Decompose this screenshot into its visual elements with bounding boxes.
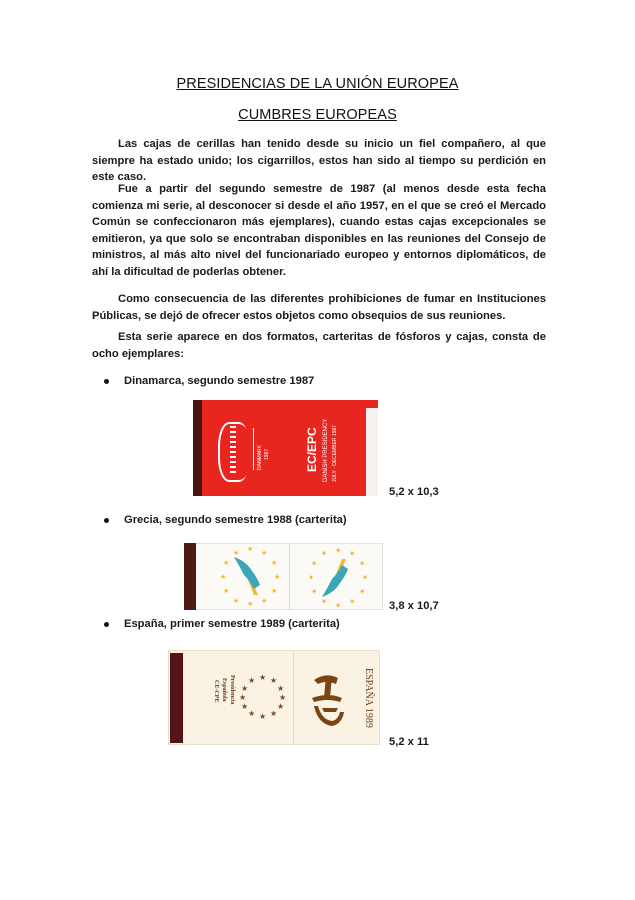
espanola-text: Española (221, 678, 227, 702)
matchbox-line-1: DANISH PRESIDENCY (323, 418, 329, 482)
bullet-icon (104, 622, 109, 627)
fold-line (293, 650, 294, 745)
matchbox-image-denmark (193, 400, 378, 496)
spain-presidency-logo-icon (308, 668, 348, 730)
matchbook-image-greece (184, 543, 383, 610)
paragraph-3: Como consecuencia de las diferentes prohibiciones de fumar en Instituciones Públicas, se dejó de ofrecer estos objetos como obsequios de sus reuniones. (92, 293, 546, 322)
logo-year: 1987 (264, 448, 270, 460)
document-title: PRESIDENCIAS DE LA UNIÓN EUROPEA (176, 76, 459, 92)
striker-strip (170, 653, 183, 743)
list-item-spain (104, 618, 340, 630)
list-item-label: España, primer semestre 1989 (carterita) (124, 618, 340, 630)
paragraph-2: Fue a partir del segundo semestre de 1987 (al menos desde esta fecha comienza mi serie, al desconocer si desde el año 1957, en el que se creó el Mercado Común se confeccionaron más ejemplares), cuando estas cajas excepcionales se emitieron, ya que solo se encontraban disponibles en las reuniones del Consejo de ministros, al más alto nivel del funcionariado europeo y entornos diplomáticos, de ahí la dificultad de poderlas obtener. (92, 183, 546, 278)
dimensions-greece: 3,8 x 10,7 (389, 600, 439, 612)
paragraph-1: Las cajas de cerillas han tenido desde su inicio un fiel compañero, al que siempre ha estado unido; los cigarrillos, estos han sido al tiempo su perdición en este caso. (92, 138, 546, 183)
divider (253, 428, 254, 470)
list-item-denmark (104, 375, 314, 387)
matchbox-line-2: JULY - DECEMBER 1987 (332, 424, 338, 482)
ce-cpe-text: CE-CPE (213, 680, 219, 703)
bullet-icon (104, 379, 109, 384)
ship-oars-icon (230, 426, 236, 474)
fold-line (289, 543, 290, 610)
eu-dolphin-emblem-icon: ★ ★ ★ ★ ★ ★ ★ ★ ★ ★ ★ ★ (220, 546, 281, 608)
list-item-label: Grecia, segundo semestre 1988 (carterita) (124, 514, 347, 526)
espana-1989-text: ESPAÑA 1989 (363, 668, 374, 728)
eu-stars-ring-icon: ★ ★ ★ ★ ★ ★ ★ ★ ★ ★ ★ ★ (239, 673, 287, 721)
matchbox-main-text: EC/EPC (305, 427, 319, 472)
list-item-label: Dinamarca, segundo semestre 1987 (124, 375, 315, 387)
paragraph-4: Esta serie aparece en dos formatos, carteritas de fósforos y cajas, consta de ocho ejemplares: (92, 331, 546, 360)
bullet-icon (104, 518, 109, 523)
list-item-greece (104, 514, 347, 526)
striker-strip (184, 543, 196, 610)
dimensions-denmark: 5,2 x 10,3 (389, 486, 439, 498)
document-subtitle: CUMBRES EUROPEAS (238, 107, 397, 123)
logo-text: DANMARK (257, 444, 263, 470)
dimensions-spain: 5,2 x 11 (389, 736, 429, 748)
matchbook-image-spain (168, 650, 380, 745)
striker-strip (193, 400, 202, 496)
eu-dolphin-emblem-icon: ★ ★ ★ ★ ★ ★ ★ ★ ★ ★ ★ ★ (308, 546, 369, 608)
presidencia-text: Presidencia (229, 675, 235, 705)
matchbox-flap (366, 408, 378, 496)
